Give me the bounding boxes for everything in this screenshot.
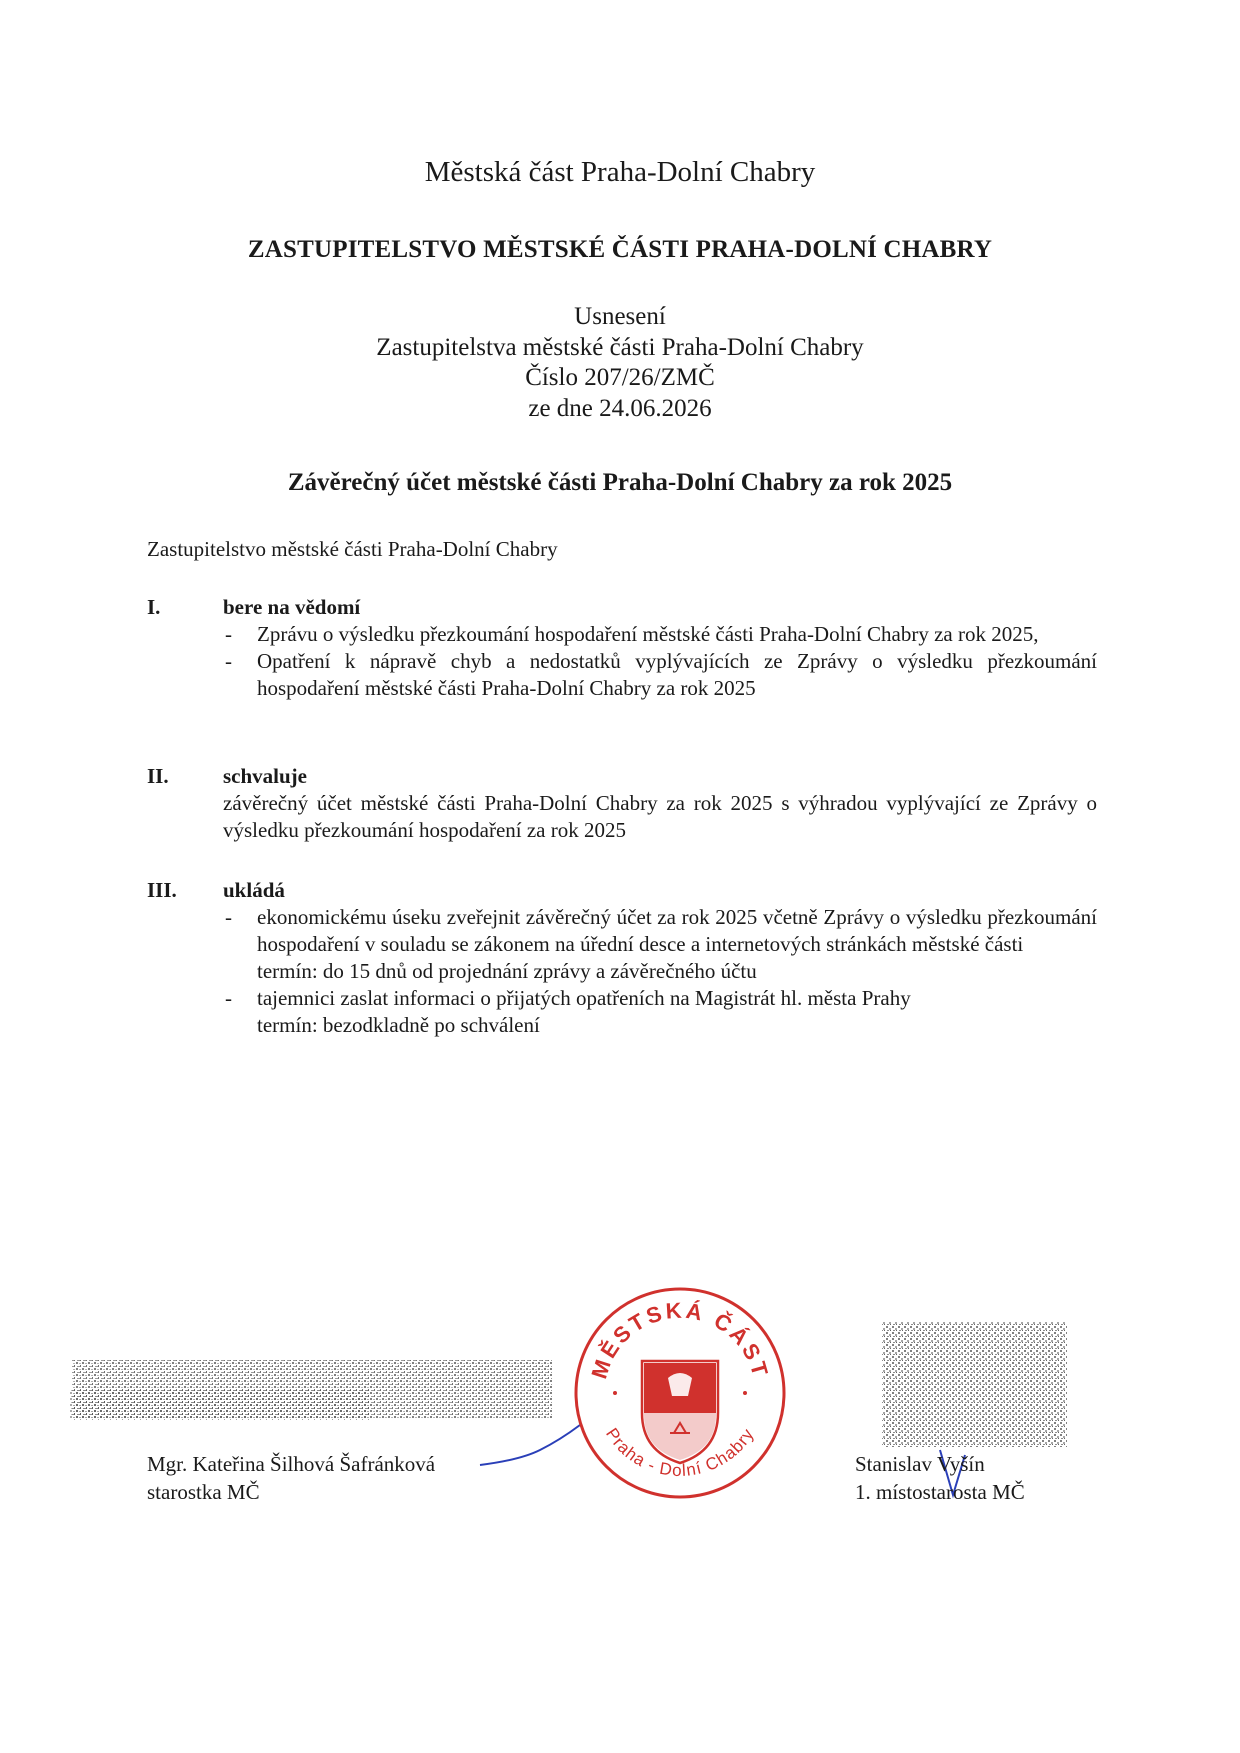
signature-block-left	[147, 1450, 435, 1506]
section-body	[223, 790, 1097, 844]
list-item	[223, 621, 1097, 648]
list-item-deadline: termín: do 15 dnů od projednání zprávy a závěrečného účtu	[257, 959, 757, 983]
section-items	[223, 621, 1097, 702]
list-item-text: Opatření k nápravě chyb a nedostatků vyplývajících ze Zprávy o výsledku přezkoumání hospodaření městské části Praha-Dolní Chabry za rok 2025	[257, 649, 1097, 700]
stamp-bottom-text: Praha - Dolní Chabry	[601, 1424, 758, 1481]
resolution-date: ze dne 24.06.2026	[528, 394, 712, 422]
list-item-text: Zprávu o výsledku přezkoumání hospodaření městské části Praha-Dolní Chabry za rok 2025,	[257, 622, 1039, 646]
list-item	[223, 648, 1097, 702]
section-text: závěrečný účet městské části Praha-Dolní Chabry za rok 2025 s výhradou vyplývající ze Zprávy o výsledku přezkoumání hospodaření za rok 2025	[223, 791, 1097, 842]
list-item-deadline: termín: bezodkladně po schválení	[257, 1013, 540, 1037]
signature-block-right	[855, 1450, 1025, 1506]
resolution-body: Zastupitelstva městské části Praha-Dolní Chabry	[376, 333, 864, 361]
municipality-name: Městská část Praha-Dolní Chabry	[424, 156, 816, 188]
section-number: III.	[147, 878, 177, 902]
dash-bullet: -	[225, 622, 232, 646]
section-number: II.	[147, 764, 169, 788]
right-signature-scribble-icon	[880, 1320, 1070, 1450]
resolution-subject: Závěrečný účet městské části Praha-Dolní Chabry za rok 2025	[287, 469, 953, 496]
list-item	[223, 985, 1097, 1039]
dash-bullet: -	[225, 649, 232, 673]
signatory-role: 1. místostarosta MČ	[855, 1480, 1025, 1504]
section-heading: ukládá	[223, 878, 285, 902]
list-item-text: tajemnici zaslat informaci o přijatých opatřeních na Magistrát hl. města Prahy	[257, 986, 911, 1010]
left-signature-scribble-icon	[70, 1350, 560, 1430]
section-heading: schvaluje	[223, 764, 307, 788]
list-item-text: ekonomickému úseku zveřejnit závěrečný účet za rok 2025 včetně Zprávy o výsledku přezkoumání hospodaření v souladu se zákonem na úřední desce a internetových stránkách městské části	[257, 905, 1097, 956]
list-item	[223, 904, 1097, 985]
official-stamp-icon	[570, 1283, 790, 1503]
resolution-label: Usnesení	[574, 303, 666, 330]
section-heading: bere na vědomí	[223, 595, 361, 619]
signatory-name: Mgr. Kateřina Šilhová Šafránková	[147, 1452, 436, 1476]
signatory-role: starostka MČ	[147, 1480, 260, 1504]
section-number: I.	[147, 595, 161, 619]
council-title: ZASTUPITELSTVO MĚSTSKÉ ČÁSTI PRAHA-DOLNÍ CHABRY	[247, 236, 993, 263]
intro-text: Zastupitelstvo městské části Praha-Dolní Chabry	[147, 537, 558, 561]
dash-bullet: -	[225, 986, 232, 1010]
section-items	[223, 904, 1097, 1039]
stamp-top-text: MĚSTSKÁ ČÁST	[586, 1297, 774, 1382]
dash-bullet: -	[225, 905, 232, 929]
resolution-number: Číslo 207/26/ZMČ	[525, 364, 715, 391]
signatory-name: Stanislav Vyšín	[855, 1452, 985, 1476]
resolution-header	[0, 302, 1240, 424]
